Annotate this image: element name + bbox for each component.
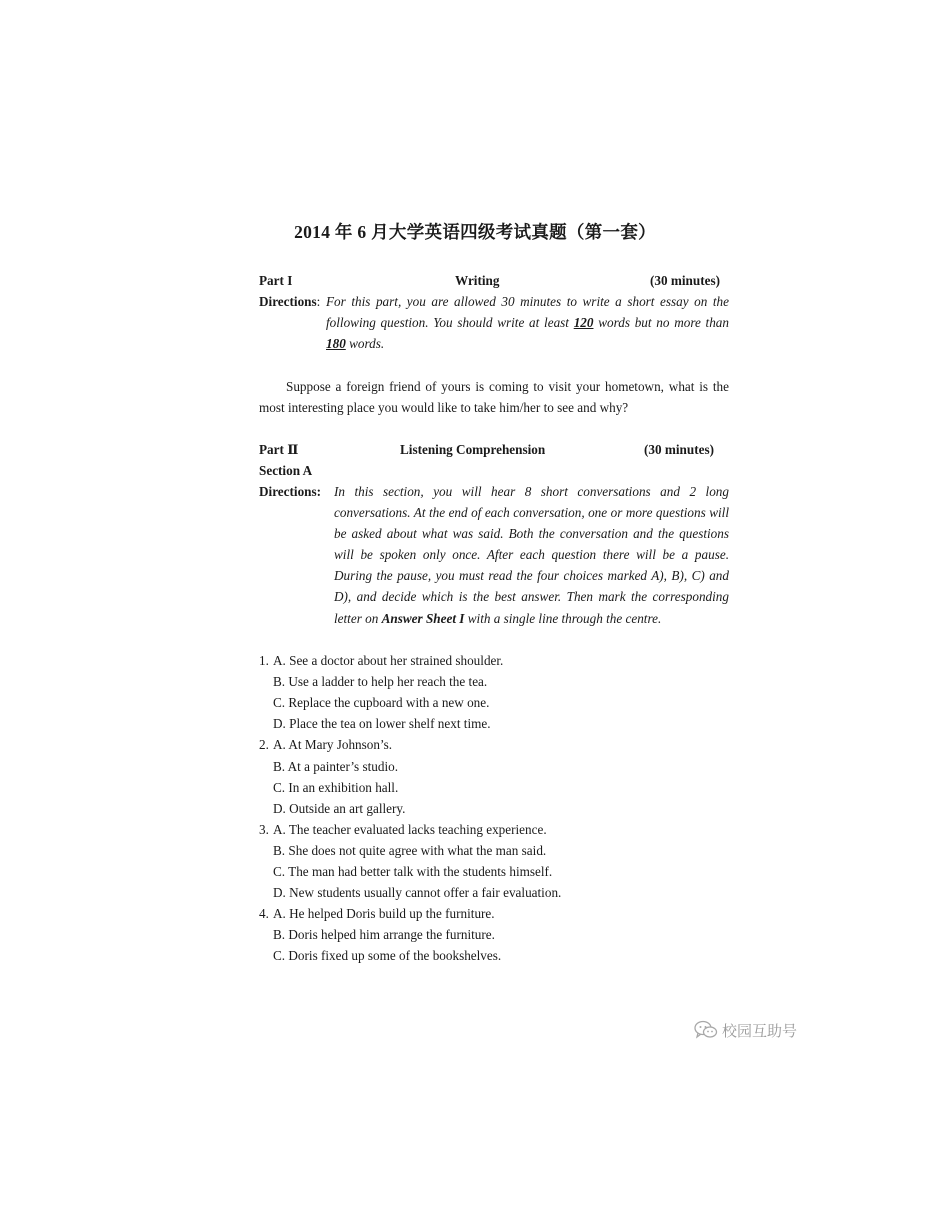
writing-prompt: Suppose a foreign friend of yours is coming to visit your hometown, what is the most interesting place you would like to take him/her to see and why?	[259, 379, 729, 415]
question-4	[259, 903, 495, 924]
question-3-option: C. The man had better talk with the students himself.	[273, 864, 553, 879]
section-a-heading: Section A	[259, 463, 313, 478]
part1-time: (30 minutes)	[650, 273, 720, 288]
question-number: 2.	[259, 737, 269, 753]
part2-time: (30 minutes)	[644, 442, 714, 457]
question-3-option: B. She does not quite agree with what the man said.	[273, 842, 547, 858]
question-2-option: D. Outside an art gallery.	[273, 800, 406, 816]
max-words: 180	[326, 336, 346, 352]
page-title: 2014 年 6 月大学英语四级考试真题（第一套）	[294, 222, 656, 242]
question-3	[259, 819, 547, 840]
question-1-option: D. Place the tea on lower shelf next time.	[273, 716, 491, 732]
question-4-option: C. Doris fixed up some of the bookshelves.	[273, 948, 502, 964]
question-2-option: C. In an exhibition hall.	[273, 779, 399, 795]
option-text: A. At Mary Johnson’s.	[273, 737, 393, 753]
part2-directions-label: Directions:	[259, 484, 322, 499]
part2-label: Part Ⅱ	[259, 442, 299, 457]
question-3-option: D. New students usually cannot offer a fair evaluation.	[273, 885, 562, 901]
part1-directions-label: Directions:	[259, 294, 321, 309]
question-1-option: B. Use a ladder to help her reach the tea.	[273, 674, 488, 690]
question-4-option: B. Doris helped him arrange the furniture.	[273, 927, 495, 943]
option-text: A. He helped Doris build up the furniture.	[273, 906, 495, 922]
question-2-option: B. At a painter’s studio.	[273, 758, 399, 774]
answer-sheet-name: Answer Sheet I	[381, 610, 465, 626]
part1-header	[259, 270, 729, 291]
watermark	[694, 1018, 797, 1042]
question-number: 4.	[259, 906, 269, 922]
min-words: 120	[573, 315, 594, 331]
part2-name: Listening Comprehension	[400, 442, 546, 457]
part2-directions-text: In this section, you will hear 8 short conversations and 2 long conversations. At the end of each conversation, one or more questions will be asked about what was said. Both the conversation and the questions will be spoken only once. After each question there will be a pause. During the pause, you must read the four choices marked A), B), C) and D), and decide which is the best answer. Then mark the corresponding letter on Answer Sheet I with a single line through the centre.	[334, 484, 729, 626]
question-2	[259, 734, 392, 755]
option-text: A. See a doctor about her strained shoulder.	[273, 653, 504, 668]
question-1	[259, 650, 503, 671]
wechat-icon	[694, 1020, 718, 1040]
option-text: A. The teacher evaluated lacks teaching experience.	[273, 821, 547, 837]
part1-name: Writing	[455, 273, 500, 288]
watermark-text: 校园互助号	[722, 1021, 798, 1040]
part2-header	[259, 439, 729, 460]
part1-label: Part I	[259, 273, 293, 288]
question-1-option: C. Replace the cupboard with a new one.	[273, 695, 490, 711]
question-number: 1.	[259, 653, 269, 668]
question-number: 3.	[259, 821, 269, 837]
part1-directions-text: For this part, you are allowed 30 minutes to write a short essay on the following question. You should write at least 120 words but no more than 180 words.	[326, 294, 729, 352]
